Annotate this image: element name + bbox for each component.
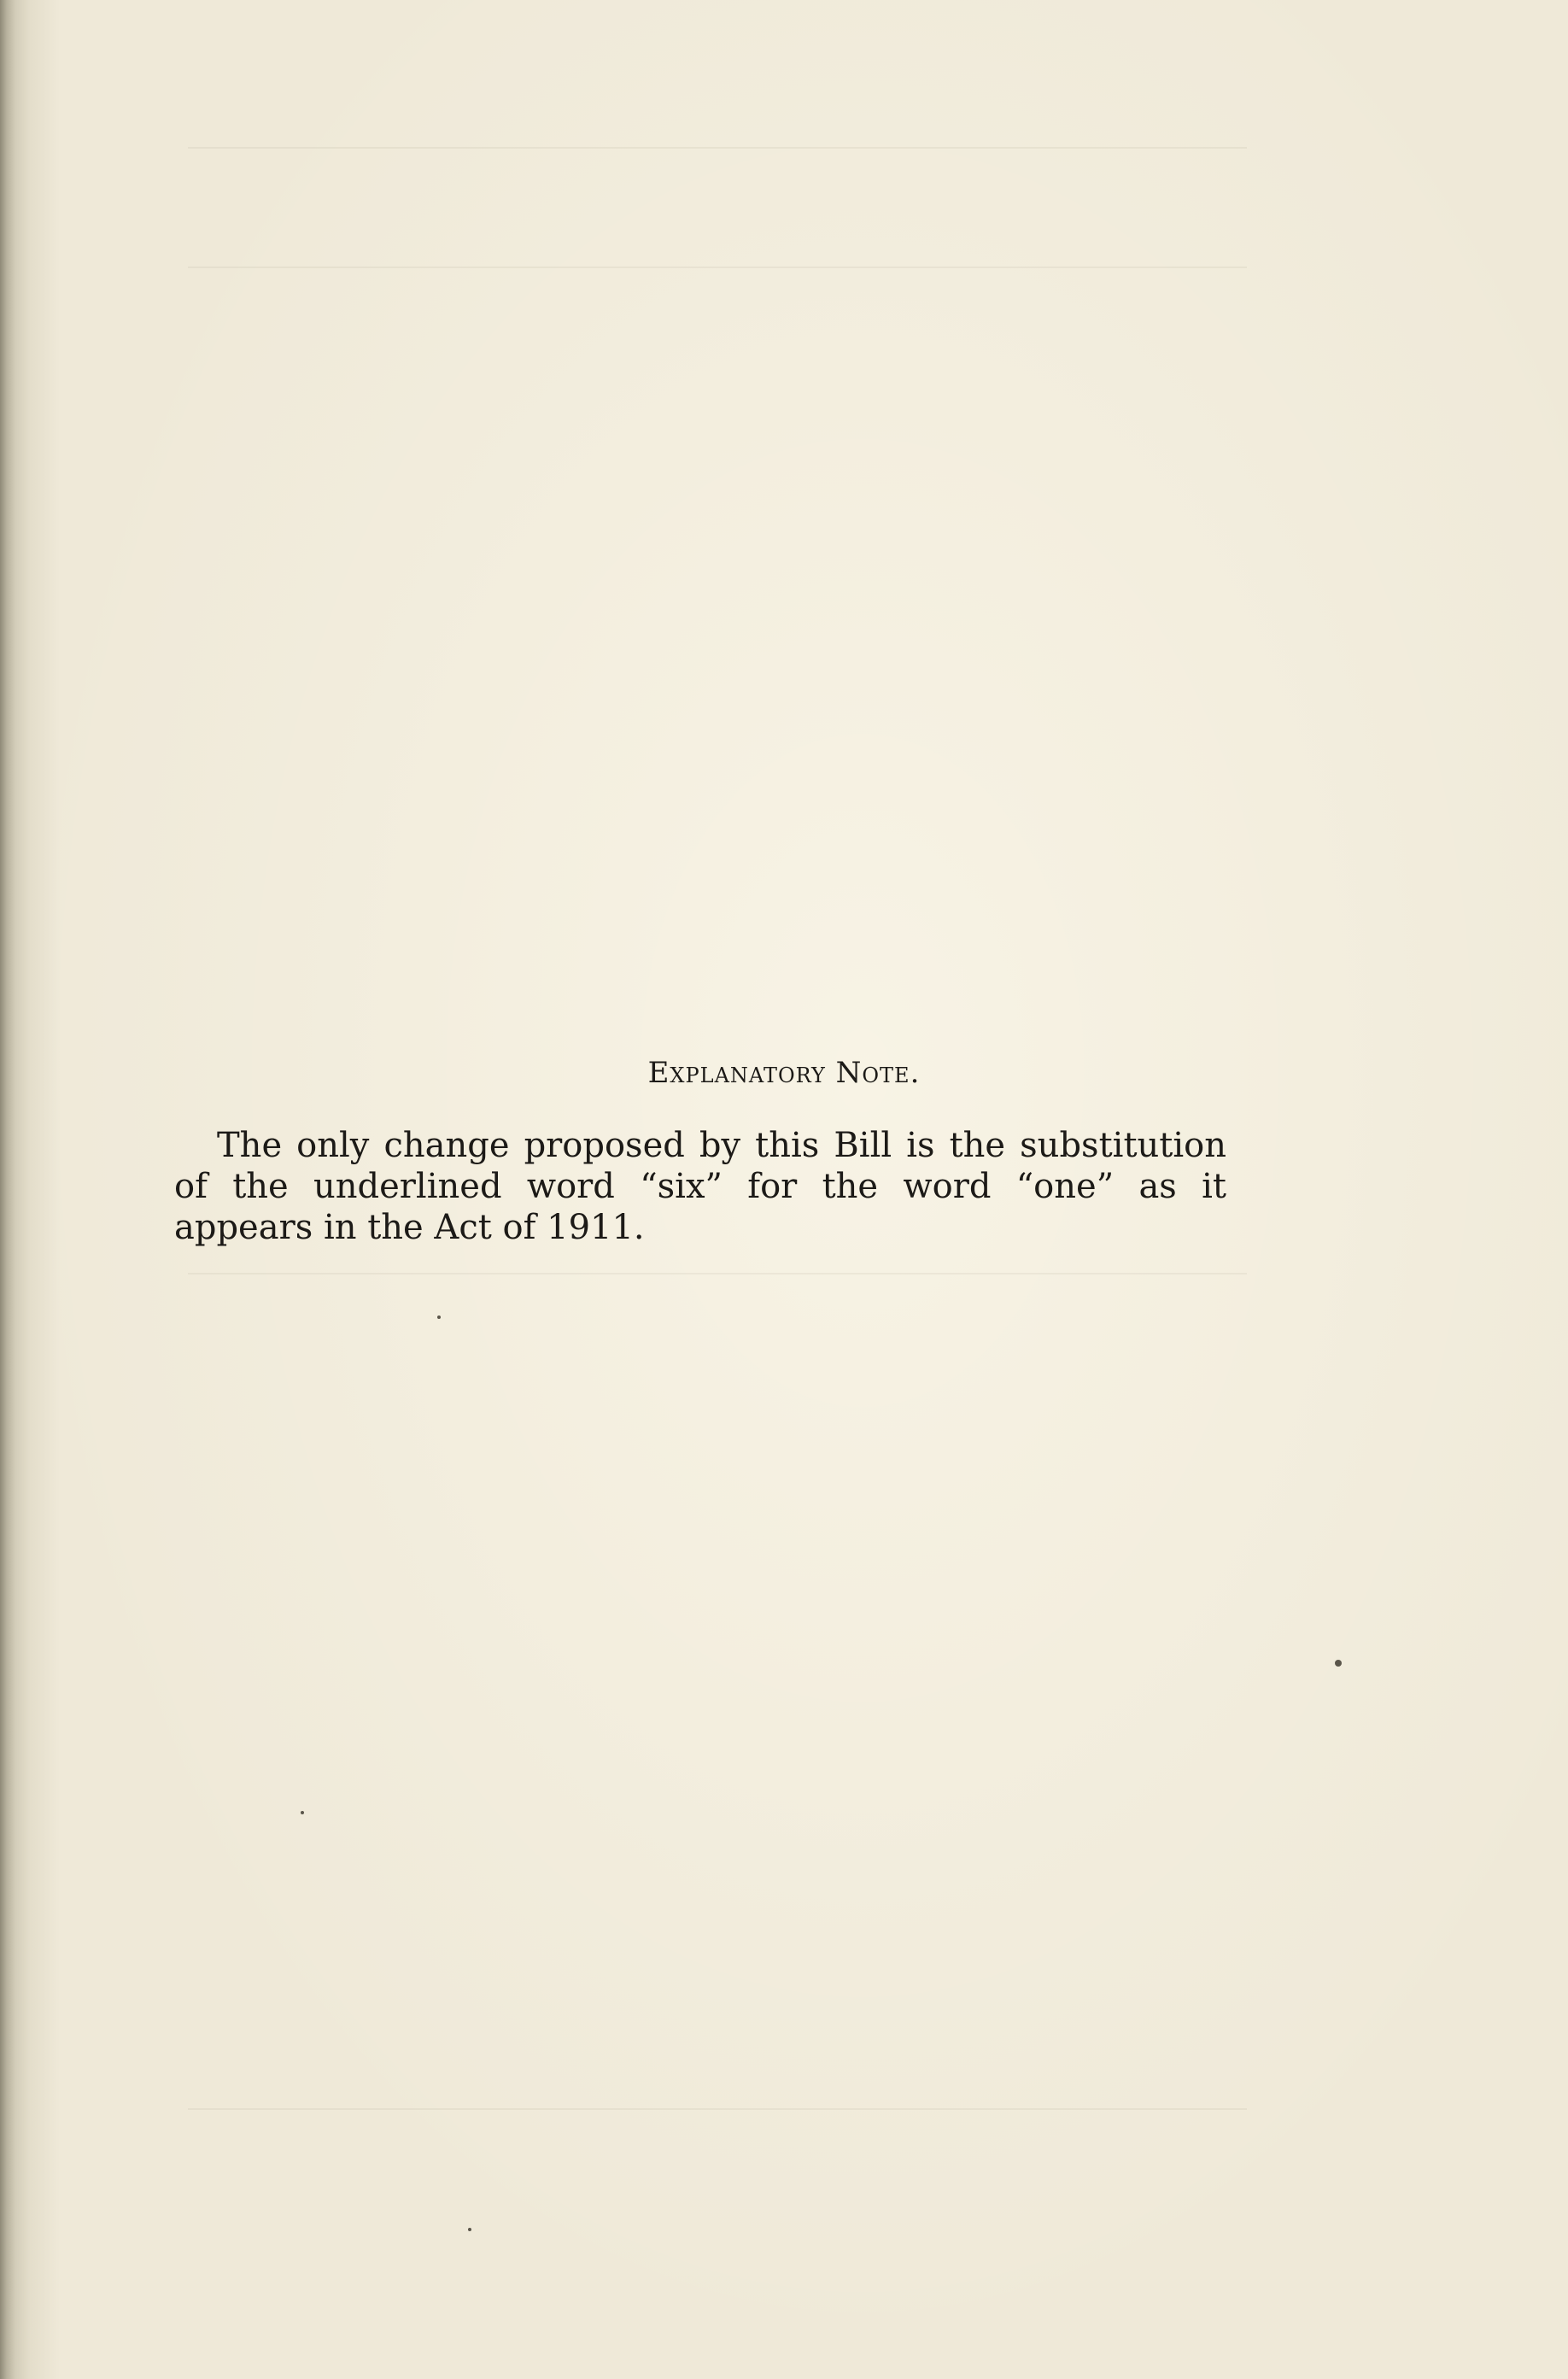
faint-bleed-through-rule bbox=[188, 267, 1247, 268]
explanatory-note-body bbox=[174, 1125, 1226, 1248]
faint-bleed-through-rule bbox=[188, 1273, 1247, 1274]
paper-speck bbox=[468, 2228, 471, 2231]
note-line-2: of the underlined word “six” for the word “one” as it bbox=[174, 1167, 1226, 1206]
note-line-3: appears in the Act of 1911. bbox=[174, 1208, 645, 1247]
note-line-1: The only change proposed by this Bill is the substitution bbox=[217, 1126, 1226, 1165]
paper-speck bbox=[437, 1315, 441, 1319]
paper-speck bbox=[1335, 1660, 1342, 1667]
binding-shadow bbox=[0, 0, 60, 2379]
faint-bleed-through-rule bbox=[188, 147, 1247, 149]
explanatory-note-heading: Explanatory Note. bbox=[647, 1056, 921, 1090]
faint-bleed-through-rule bbox=[188, 2108, 1247, 2110]
paper-speck bbox=[301, 1811, 304, 1814]
